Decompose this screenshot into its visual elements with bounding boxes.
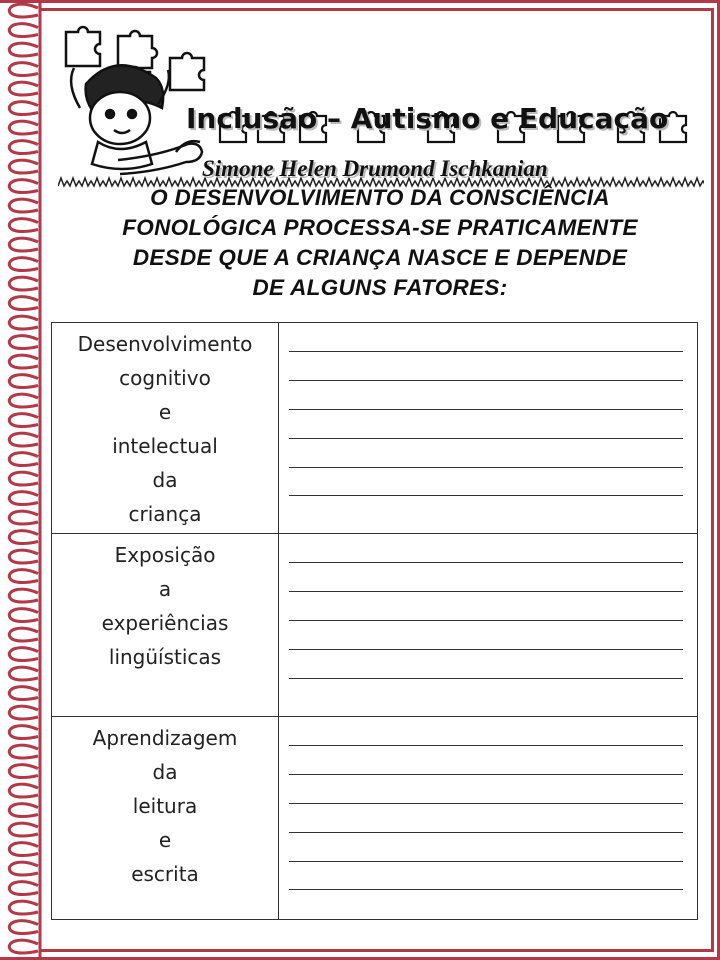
spiral-loop	[9, 609, 38, 622]
spiral-loop	[9, 745, 38, 758]
label-line: criança	[128, 502, 202, 526]
table-row	[52, 533, 697, 716]
writing-line	[289, 678, 683, 679]
spiral-loop	[9, 823, 38, 836]
spiral-loop	[9, 882, 38, 895]
spiral-loop	[9, 121, 38, 134]
spiral-loop	[9, 297, 38, 310]
writing-line	[289, 803, 683, 804]
spiral-loop	[9, 219, 38, 232]
spiral-loop	[9, 336, 38, 349]
spiral-loop	[9, 43, 38, 56]
spiral-loop	[9, 784, 38, 797]
spiral-loop	[9, 4, 38, 17]
writing-line	[289, 438, 683, 439]
spiral-loop	[9, 355, 38, 368]
writing-line	[289, 889, 683, 890]
spiral-loop	[9, 141, 38, 154]
row-label	[52, 323, 279, 533]
writing-line	[289, 409, 683, 410]
row-label	[52, 534, 279, 716]
spiral-loop	[9, 648, 38, 661]
label-line: a	[158, 577, 172, 601]
spiral-loop	[9, 180, 38, 193]
label-line: lingüísticas	[108, 645, 222, 669]
header-subtitle: Simone Helen Drumond Ischkanian	[202, 156, 548, 181]
label-line: escrita	[131, 862, 199, 886]
label-line: intelectual	[112, 434, 218, 458]
spiral-loop	[9, 804, 38, 817]
spiral-loop	[9, 414, 38, 427]
worksheet-table	[51, 322, 698, 920]
spiral-loop	[9, 24, 38, 37]
writing-line	[289, 495, 683, 496]
headline-line: DE ALGUNS FATORES:	[252, 275, 508, 300]
headline-line: FONOLÓGICA PROCESSA-SE PRATICAMENTE	[122, 215, 638, 240]
spiral-loop	[9, 375, 38, 388]
label-line: leitura	[132, 794, 198, 818]
label-line: e	[158, 828, 172, 852]
header-title: Inclusão – Autismo e Educação	[186, 102, 669, 135]
spiral-loop	[9, 453, 38, 466]
spiral-loop	[9, 511, 38, 524]
spiral-loop	[9, 531, 38, 544]
label-line: e	[158, 400, 172, 424]
spiral-loop	[9, 199, 38, 212]
headline	[46, 183, 714, 303]
writing-line	[289, 620, 683, 621]
spiral-loop	[9, 433, 38, 446]
writing-line	[289, 562, 683, 563]
label-line: da	[152, 760, 178, 784]
spiral-loop	[9, 921, 38, 934]
writing-line	[289, 351, 683, 352]
label-line: da	[152, 468, 178, 492]
spiral-loop	[9, 687, 38, 700]
writing-line	[289, 745, 683, 746]
spiral-loop	[9, 102, 38, 115]
spiral-loop	[9, 492, 38, 505]
header	[58, 22, 704, 188]
writing-line	[289, 649, 683, 650]
headline-line: O DESENVOLVIMENTO DA CONSCIÊNCIA	[150, 185, 610, 210]
writing-area[interactable]	[279, 323, 697, 533]
writing-line	[289, 774, 683, 775]
spiral-loop	[9, 706, 38, 719]
label-line: Exposição	[114, 543, 216, 567]
label-line: cognitivo	[119, 366, 211, 390]
writing-line	[289, 591, 683, 592]
spiral-loop	[9, 570, 38, 583]
label-line: Aprendizagem	[92, 726, 238, 750]
frame-line-right	[711, 8, 714, 952]
spiral-loop	[9, 550, 38, 563]
spiral-loop	[9, 726, 38, 739]
spiral-loop	[9, 316, 38, 329]
frame-line-bottom	[40, 949, 714, 952]
label-line: experiências	[101, 611, 229, 635]
spiral-loop	[9, 63, 38, 76]
spiral-loop	[9, 940, 38, 953]
writing-area[interactable]	[279, 717, 697, 919]
spiral-loop	[9, 277, 38, 290]
spiral-loop	[9, 862, 38, 875]
writing-line	[289, 861, 683, 862]
writing-line	[289, 832, 683, 833]
writing-line	[289, 467, 683, 468]
spiral-loop	[9, 589, 38, 602]
spiral-loop	[9, 238, 38, 251]
spiral-loop	[9, 160, 38, 173]
table-row	[52, 716, 697, 919]
girl-illustration-icon	[71, 65, 202, 174]
label-line: Desenvolvimento	[77, 332, 253, 356]
spiral-loop	[9, 843, 38, 856]
spiral-binding-icon	[0, 0, 44, 960]
writing-area[interactable]	[279, 534, 697, 716]
spiral-loop	[9, 472, 38, 485]
writing-line	[289, 380, 683, 381]
spiral-loop	[9, 765, 38, 778]
spiral-loop	[9, 628, 38, 641]
spiral-loop	[9, 667, 38, 680]
spiral-loop	[9, 82, 38, 95]
spiral-loop	[9, 258, 38, 271]
row-label	[52, 717, 279, 919]
table-row	[52, 323, 697, 533]
spiral-loop	[9, 901, 38, 914]
headline-line: DESDE QUE A CRIANÇA NASCE E DEPENDE	[132, 245, 628, 270]
spiral-loop	[9, 394, 38, 407]
frame-line-top	[40, 8, 714, 11]
